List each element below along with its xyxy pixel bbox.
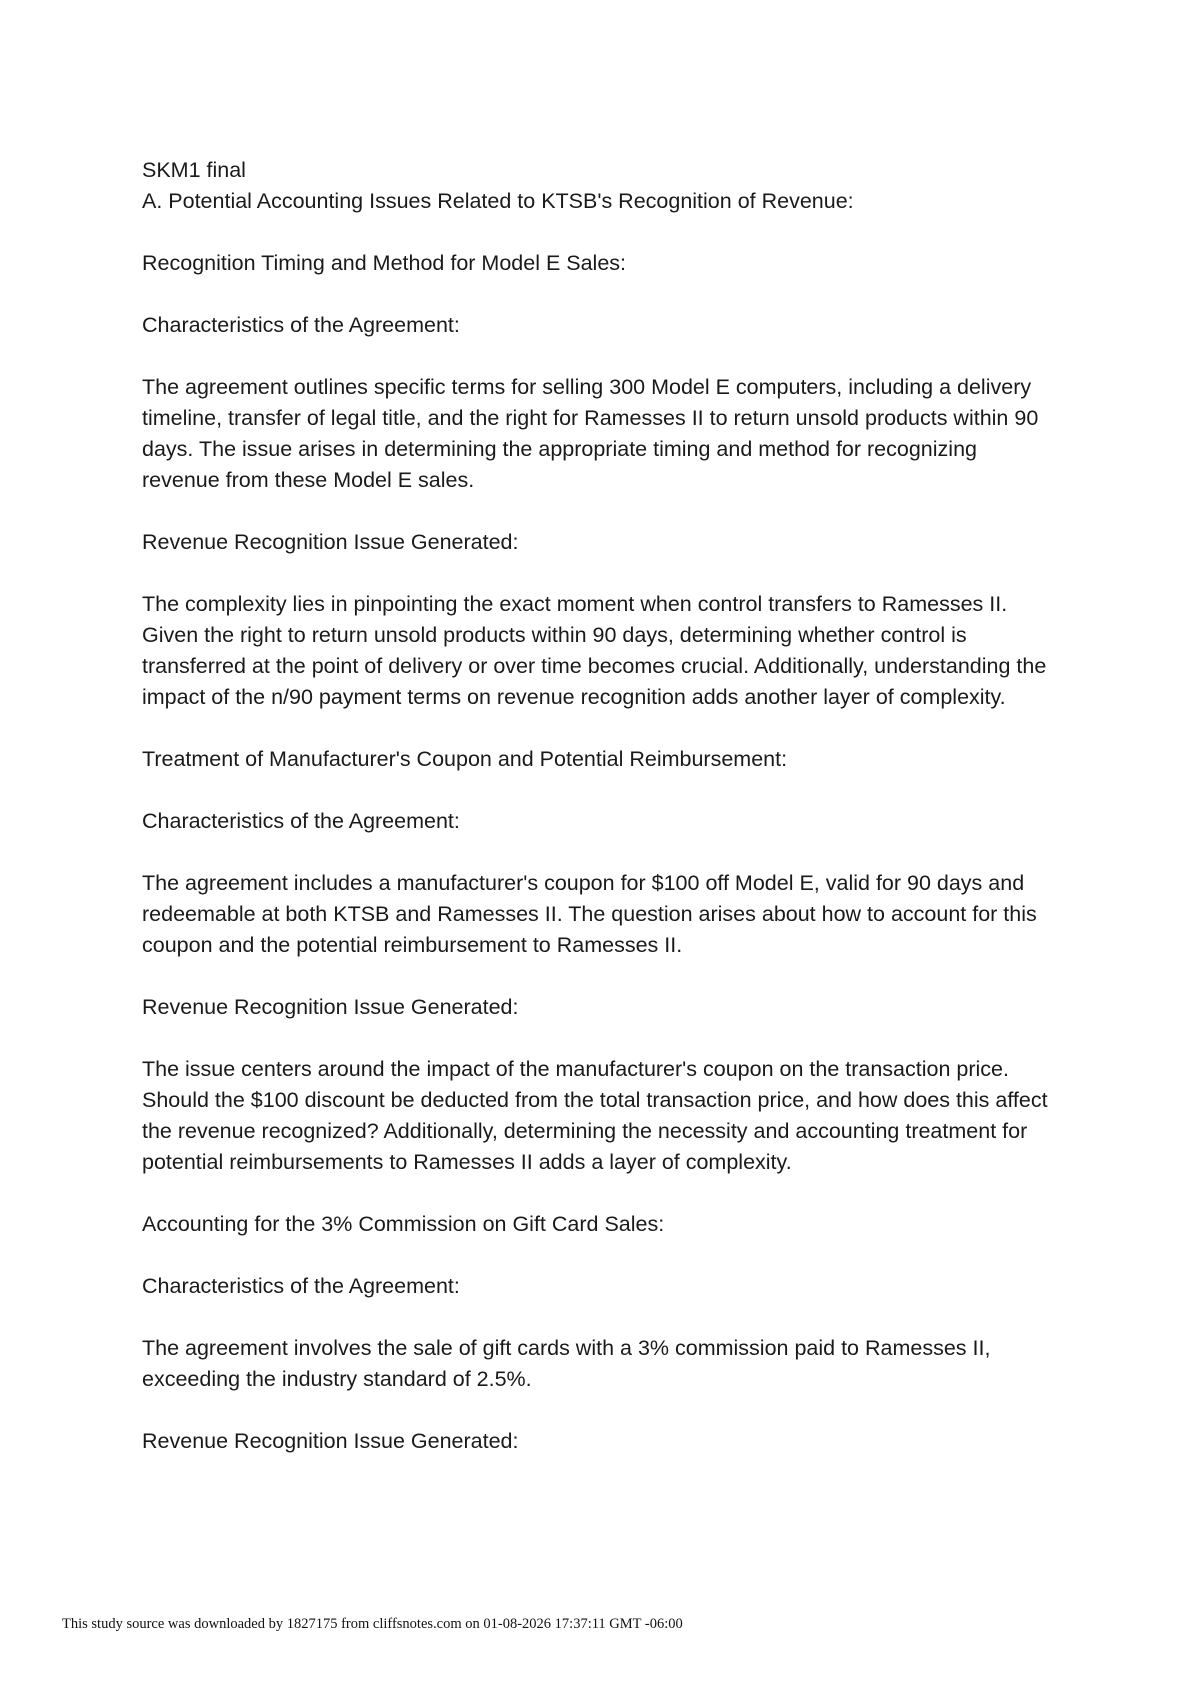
- paragraph-line: Should the $100 discount be deducted from the total transaction price, and how does this affect: [142, 1088, 1048, 1112]
- spacer: [142, 1240, 1072, 1271]
- section-2-issue-paragraph: [142, 1054, 1072, 1178]
- section-2-issue-label: Revenue Recognition Issue Generated:: [142, 995, 519, 1019]
- paragraph-line: Given the right to return unsold products within 90 days, determining whether control is: [142, 623, 967, 647]
- spacer: [142, 496, 1072, 527]
- spacer: [142, 558, 1072, 589]
- section-1-issue-paragraph: [142, 589, 1072, 713]
- paragraph-line: The agreement involves the sale of gift cards with a 3% commission paid to Ramesses II,: [142, 1336, 991, 1360]
- paragraph-line: The complexity lies in pinpointing the exact moment when control transfers to Ramesses II.: [142, 592, 1008, 616]
- spacer: [142, 1178, 1072, 1209]
- section-2-characteristics-label: Characteristics of the Agreement:: [142, 809, 460, 833]
- paragraph-line: redeemable at both KTSB and Ramesses II. The question arises about how to account for this: [142, 902, 1037, 926]
- section-1-characteristics-label: Characteristics of the Agreement:: [142, 313, 460, 337]
- spacer: [142, 1302, 1072, 1333]
- paragraph-line: transferred at the point of delivery or over time becomes crucial. Additionally, understanding the: [142, 654, 1047, 678]
- paragraph-line: timeline, transfer of legal title, and the right for Ramesses II to return unsold products within 90: [142, 406, 1039, 430]
- paragraph-line: the revenue recognized? Additionally, determining the necessity and accounting treatment for: [142, 1119, 1028, 1143]
- paragraph-line: coupon and the potential reimbursement to Ramesses II.: [142, 933, 683, 957]
- section-3-characteristics-paragraph: [142, 1333, 1072, 1395]
- section-3-title: Accounting for the 3% Commission on Gift Card Sales:: [142, 1212, 665, 1236]
- paragraph-line: potential reimbursements to Ramesses II adds a layer of complexity.: [142, 1150, 792, 1174]
- paragraph-line: impact of the n/90 payment terms on revenue recognition adds another layer of complexity.: [142, 685, 1006, 709]
- spacer: [142, 279, 1072, 310]
- paragraph-line: days. The issue arises in determining the appropriate timing and method for recognizing: [142, 437, 977, 461]
- section-3-characteristics-label: Characteristics of the Agreement:: [142, 1274, 460, 1298]
- section-3-issue-label: Revenue Recognition Issue Generated:: [142, 1429, 519, 1453]
- section-1-title: Recognition Timing and Method for Model E Sales:: [142, 251, 627, 275]
- document-page: [142, 155, 1072, 1457]
- paragraph-line: The agreement includes a manufacturer's coupon for $100 off Model E, valid for 90 days and: [142, 871, 1025, 895]
- section-1-characteristics-paragraph: [142, 372, 1072, 496]
- section-1-issue-label: Revenue Recognition Issue Generated:: [142, 530, 519, 554]
- paragraph-line: revenue from these Model E sales.: [142, 468, 475, 492]
- document-heading: A. Potential Accounting Issues Related to KTSB's Recognition of Revenue:: [142, 189, 854, 213]
- paragraph-line: The agreement outlines specific terms for selling 300 Model E computers, including a delivery: [142, 375, 1032, 399]
- document-title: SKM1 final: [142, 158, 246, 182]
- spacer: [142, 713, 1072, 744]
- spacer: [142, 1395, 1072, 1426]
- spacer: [142, 961, 1072, 992]
- paragraph-line: exceeding the industry standard of 2.5%.: [142, 1367, 532, 1391]
- paragraph-line: The issue centers around the impact of the manufacturer's coupon on the transaction price.: [142, 1057, 1009, 1081]
- spacer: [142, 775, 1072, 806]
- download-footer: This study source was downloaded by 1827175 from cliffsnotes.com on 01-08-2026 17:37:11 GMT -06:00: [62, 1616, 683, 1632]
- section-2-characteristics-paragraph: [142, 868, 1072, 961]
- spacer: [142, 341, 1072, 372]
- section-2-title: Treatment of Manufacturer's Coupon and Potential Reimbursement:: [142, 747, 788, 771]
- spacer: [142, 837, 1072, 868]
- spacer: [142, 217, 1072, 248]
- spacer: [142, 1023, 1072, 1054]
